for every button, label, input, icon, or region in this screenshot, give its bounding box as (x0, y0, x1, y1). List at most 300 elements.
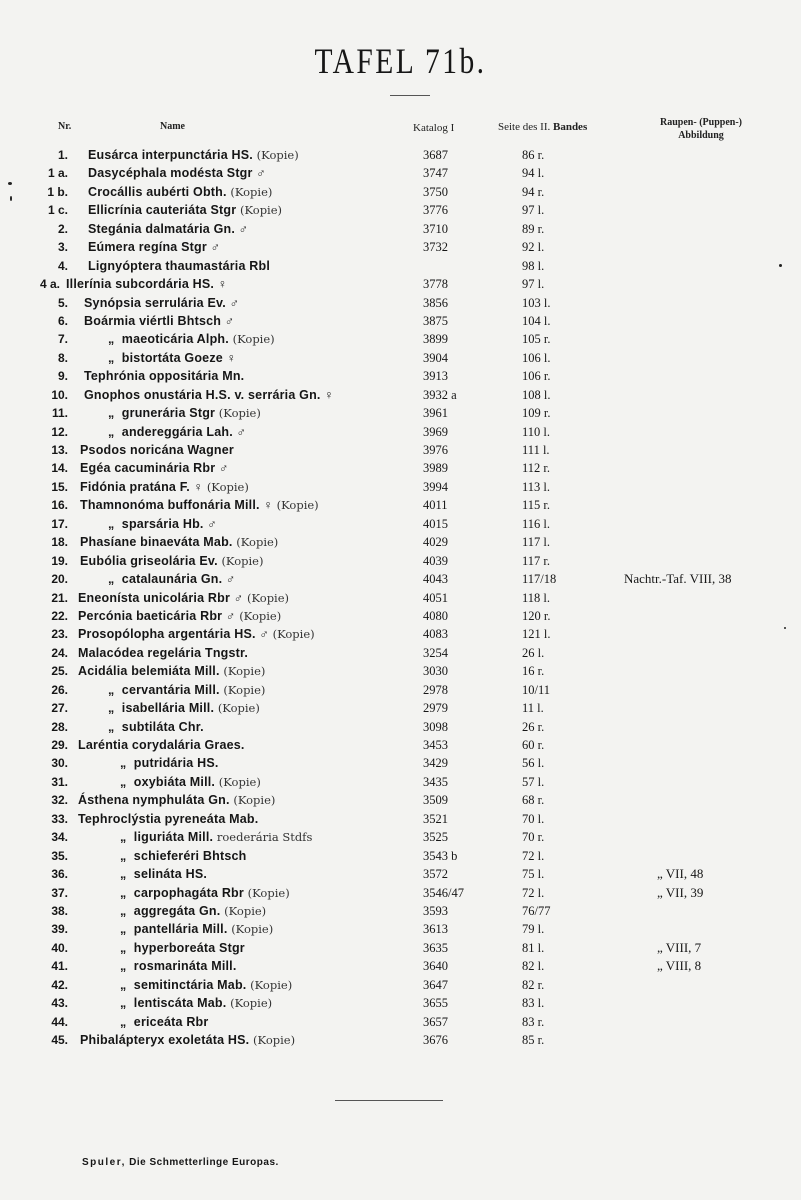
table-row (0, 220, 801, 238)
row-nr: 12. (51, 424, 68, 439)
row-katalog: 3932 a (423, 387, 457, 402)
row-note: (Kopie) (272, 627, 315, 642)
row-name (108, 515, 217, 533)
row-nr: 10. (51, 387, 68, 402)
row-nr: 1 a. (47, 166, 68, 181)
row-name-text: Tephroclýstia pyreneáta Mab. (78, 811, 259, 826)
row-katalog: 4029 (423, 535, 448, 550)
table-row (0, 423, 801, 441)
row-katalog: 3613 (423, 922, 448, 937)
row-seite: 117/18 (522, 572, 557, 587)
table-row (0, 201, 801, 219)
row-name (120, 754, 219, 772)
row-name-text: Percónia baeticária Rbr ♂ (78, 608, 236, 623)
row-name-text: „ catalaunária Gn. ♂ (108, 572, 236, 587)
row-name-text: Eubólia griseolária Ev. (80, 553, 218, 568)
header-katalog: Katalog I (413, 122, 455, 134)
row-nr: 4 a. (39, 277, 60, 292)
row-katalog: 4011 (423, 498, 448, 513)
row-nr: 6. (57, 313, 68, 328)
row-katalog: 3593 (423, 903, 448, 918)
row-seite: 120 r. (522, 608, 551, 623)
row-name-text: „ hyperboreáta Stgr (120, 940, 245, 955)
row-nr: 31. (51, 774, 68, 789)
row-note: (Kopie) (247, 590, 290, 605)
row-name-text: Eúmera regína Stgr ♂ (88, 240, 221, 255)
row-name (108, 699, 260, 717)
row-name-text: „ liguriáta Mill. (120, 830, 214, 845)
row-name (120, 828, 312, 846)
row-nr: 17. (51, 516, 68, 531)
row-note: (Kopie) (206, 479, 249, 494)
header-raupen (642, 116, 760, 142)
row-katalog: 4083 (423, 627, 448, 642)
row-name-text: „ schieferéri Bhtsch (120, 848, 247, 863)
table-row (0, 644, 801, 662)
row-name-text: Egéa cacuminária Rbr ♂ (80, 461, 229, 476)
row-name (108, 681, 265, 699)
table-row (0, 515, 801, 533)
row-seite: 113 l. (522, 479, 551, 494)
table-row (0, 736, 801, 754)
row-name-text: „ aggregáta Gn. (120, 903, 221, 918)
row-katalog: 3961 (423, 406, 448, 421)
row-name (108, 330, 275, 348)
row-katalog: 3969 (423, 424, 448, 439)
row-name (88, 183, 272, 201)
row-name (108, 423, 246, 441)
row-katalog: 3875 (423, 313, 448, 328)
row-name (78, 810, 258, 828)
row-name-text: „ grunerária Stgr (108, 406, 216, 421)
row-katalog: 3543 b (423, 848, 458, 863)
row-seite: 98 l. (522, 258, 545, 273)
row-name (88, 201, 282, 219)
row-note: (Kopie) (218, 406, 261, 421)
row-nr: 4. (57, 258, 68, 273)
row-seite: 56 l. (522, 756, 545, 771)
row-katalog: 3525 (423, 830, 448, 845)
table-row (0, 939, 801, 957)
row-seite: 106 l. (522, 350, 551, 365)
margin-speck (10, 196, 12, 201)
bottom-rule (335, 1100, 443, 1101)
row-name (80, 1031, 295, 1049)
header-nr: Nr. (58, 121, 72, 132)
row-name-text: Eneonísta unicolária Rbr ♂ (78, 590, 244, 605)
row-name-text: „ lentiscáta Mab. (120, 996, 227, 1011)
row-nr: 33. (51, 811, 68, 826)
row-katalog: 2978 (423, 682, 448, 697)
row-seite: 81 l. (522, 940, 545, 955)
row-name-text: Lignyóptera thaumastária Rbl (88, 258, 271, 273)
row-nr: 42. (51, 977, 68, 992)
row-katalog: 3994 (423, 479, 448, 494)
margin-speck (8, 182, 12, 185)
row-katalog: 3640 (423, 959, 448, 974)
row-nr: 39. (51, 922, 68, 937)
margin-speck (784, 627, 786, 629)
row-nr: 15. (51, 479, 68, 494)
table-row (0, 884, 801, 902)
row-nr: 3. (57, 240, 68, 255)
row-note: (Kopie) (223, 682, 266, 697)
row-name (120, 920, 273, 938)
row-note: (Kopie) (276, 498, 319, 513)
table-row (0, 681, 801, 699)
row-note: (Kopie) (230, 996, 273, 1011)
row-katalog: 3776 (423, 203, 448, 218)
row-nr: 30. (51, 756, 68, 771)
plate-title: TAFEL 71b. (314, 41, 487, 81)
row-seite: 72 l. (522, 848, 545, 863)
table-row (0, 441, 801, 459)
row-seite: 116 l. (522, 516, 551, 531)
table-row (0, 773, 801, 791)
row-name-text: „ putridária HS. (120, 756, 219, 771)
row-katalog: 3655 (423, 996, 448, 1011)
header-raupen-line1: Raupen- (Puppen-) (660, 117, 742, 128)
table-row (0, 754, 801, 772)
row-nr: 44. (51, 1014, 68, 1029)
row-katalog: 3635 (423, 940, 448, 955)
table-row (0, 146, 801, 164)
row-note: roederária Stdfs (216, 830, 313, 845)
row-seite: 103 l. (522, 295, 551, 310)
table-row (0, 552, 801, 570)
table-row (0, 828, 801, 846)
row-katalog: 3429 (423, 756, 448, 771)
row-seite: 117 l. (522, 535, 551, 550)
row-name (80, 496, 319, 514)
row-note: (Kopie) (230, 184, 273, 199)
row-katalog: 3521 (423, 811, 448, 826)
row-name-text: Acidália belemiáta Mill. (78, 664, 220, 679)
row-nr: 32. (51, 793, 68, 808)
row-katalog: 4043 (423, 572, 448, 587)
row-katalog: 3254 (423, 645, 448, 660)
row-name (120, 773, 261, 791)
row-seite: 106 r. (522, 369, 551, 384)
table-row (0, 478, 801, 496)
row-nr: 27. (51, 701, 68, 716)
row-seite: 70 l. (522, 811, 545, 826)
row-name (78, 662, 265, 680)
row-abbildung: „ VII, 39 (657, 884, 704, 900)
row-nr: 16. (51, 498, 68, 513)
row-name-text: Thamnonóma buffonária Mill. ♀ (80, 498, 273, 513)
row-katalog: 3856 (423, 295, 448, 310)
row-name-text: „ maeoticária Alph. (108, 332, 229, 347)
row-abbildung: „ VII, 48 (657, 866, 704, 882)
row-nr: 35. (51, 848, 68, 863)
header-seite-suffix: Bandes (552, 121, 588, 133)
row-seite: 10/11 (522, 682, 551, 697)
table-row (0, 386, 801, 404)
row-katalog: 3546/47 (423, 885, 464, 900)
row-katalog: 3030 (423, 664, 448, 679)
row-nr: 2. (57, 221, 68, 236)
table-row (0, 533, 801, 551)
row-nr: 1. (57, 148, 68, 162)
row-nr: 18. (51, 535, 68, 550)
row-note: (Kopie) (217, 701, 260, 716)
row-katalog: 3098 (423, 719, 448, 734)
row-name (88, 220, 248, 238)
row-seite: 121 l. (522, 627, 551, 642)
row-nr: 22. (51, 608, 68, 623)
row-name (66, 275, 227, 293)
header-seite-prefix: Seite des II. (498, 121, 551, 133)
row-name (120, 865, 207, 883)
row-katalog: 2979 (423, 701, 448, 716)
row-nr: 5. (57, 295, 68, 310)
row-name (120, 902, 266, 920)
row-nr: 26. (51, 682, 68, 697)
row-seite: 108 l. (522, 387, 551, 402)
row-name (88, 164, 266, 182)
row-name-text: Illerínia subcordária HS. ♀ (66, 277, 228, 292)
row-name-text: Tephrónia oppositária Mn. (84, 369, 245, 384)
row-name-text: „ subtiláta Chr. (108, 719, 204, 734)
row-name (108, 349, 236, 367)
row-katalog: 3913 (423, 369, 448, 384)
table-row (0, 718, 801, 736)
row-katalog: 3676 (423, 1033, 448, 1047)
row-seite: 118 l. (522, 590, 551, 605)
row-nr: 36. (51, 867, 68, 882)
row-name (78, 625, 315, 643)
row-abbildung: Nachtr.-Taf. VIII, 38 (624, 571, 732, 587)
row-seite: 112 r. (522, 461, 551, 476)
row-note: (Kopie) (240, 203, 283, 218)
row-name (120, 976, 292, 994)
row-name-text: Fidónia pratána F. ♀ (80, 479, 204, 494)
row-name-text: „ ericeáta Rbr (120, 1014, 209, 1029)
row-seite: 16 r. (522, 664, 545, 679)
row-name-text: „ rosmarináta Mill. (120, 959, 237, 974)
row-name-text: „ bistortáta Goeze ♀ (108, 350, 237, 365)
table-row (0, 496, 801, 514)
row-name-text: Ellicrínia cauteriáta Stgr (88, 203, 237, 218)
row-katalog: 3899 (423, 332, 448, 347)
row-seite: 83 r. (522, 1014, 545, 1029)
row-nr: 34. (51, 830, 68, 845)
row-seite: 68 r. (522, 793, 545, 808)
row-name-text: Ásthena nymphuláta Gn. (78, 793, 230, 808)
row-katalog: 3778 (423, 277, 448, 292)
row-nr: 25. (51, 664, 68, 679)
row-name-text: Malacódea regelária Tngstr. (78, 645, 249, 660)
row-name-text: Crocállis aubérti Obth. (88, 184, 227, 199)
table-row (0, 662, 801, 680)
row-seite: 97 l. (522, 277, 545, 292)
row-name-text: Dasycéphala modésta Stgr ♂ (88, 166, 266, 181)
table-row (0, 994, 801, 1012)
table-row (0, 459, 801, 477)
table-row (0, 404, 801, 422)
row-name (84, 386, 334, 404)
row-nr: 43. (51, 996, 68, 1011)
row-name (78, 644, 248, 662)
table-row (0, 920, 801, 938)
row-nr: 13. (51, 443, 68, 457)
row-note: (Kopie) (231, 922, 274, 937)
row-seite: 94 l. (522, 166, 545, 181)
table-row (0, 957, 801, 975)
table-row (0, 625, 801, 643)
row-seite: 82 r. (522, 977, 545, 992)
row-note: (Kopie) (256, 148, 299, 162)
row-katalog: 3687 (423, 148, 448, 162)
row-name-text: Synópsia serrulária Ev. ♂ (84, 295, 240, 310)
row-seite: 117 r. (522, 553, 551, 568)
header-raupen-line2: Abbildung (678, 130, 724, 141)
row-nr: 19. (51, 553, 68, 568)
row-name (80, 459, 229, 477)
row-name (120, 994, 272, 1012)
row-name-text: Phibalápteryx exoletáta HS. (80, 1033, 250, 1047)
footer-author: Spuler, (82, 1157, 126, 1168)
row-note: (Kopie) (253, 1033, 296, 1047)
table-row (0, 1031, 801, 1049)
row-katalog: 4080 (423, 608, 448, 623)
row-name-text: Gnophos onustária H.S. v. serrária Gn. ♀ (84, 387, 334, 402)
row-katalog: 4015 (423, 516, 448, 531)
row-seite: 57 l. (522, 774, 545, 789)
row-note: (Kopie) (232, 332, 275, 347)
row-seite: 26 l. (522, 645, 545, 660)
row-note: (Kopie) (223, 664, 266, 679)
row-seite: 110 l. (522, 424, 551, 439)
row-seite: 76/77 (522, 903, 551, 918)
row-name (78, 607, 281, 625)
row-name-text: Prosopólopha argentária HS. ♂ (78, 627, 269, 642)
row-name (108, 570, 236, 588)
table-row (0, 976, 801, 994)
row-seite: 94 r. (522, 184, 545, 199)
row-katalog: 3750 (423, 184, 448, 199)
table-row (0, 847, 801, 865)
table-row (0, 349, 801, 367)
row-name-text: „ semitinctária Mab. (120, 977, 247, 992)
row-name (80, 552, 263, 570)
row-seite: 105 r. (522, 332, 551, 347)
row-name (108, 404, 261, 422)
row-nr: 7. (57, 332, 68, 347)
row-seite: 104 l. (522, 313, 551, 328)
row-abbildung: „ VIII, 8 (657, 958, 702, 974)
row-katalog: 3572 (423, 867, 448, 882)
row-name (78, 791, 275, 809)
row-name-text: Stegánia dalmatária Gn. ♂ (88, 221, 249, 236)
table-row (0, 183, 801, 201)
table-row (0, 257, 801, 275)
row-seite: 72 l. (522, 885, 545, 900)
row-name (80, 478, 249, 496)
row-name (120, 1013, 208, 1031)
table-row (0, 810, 801, 828)
table-row (0, 570, 801, 588)
table-row (0, 865, 801, 883)
row-katalog: 3509 (423, 793, 448, 808)
row-name-text: „ carpophagáta Rbr (120, 885, 244, 900)
row-name (108, 718, 204, 736)
row-name-text: „ selináta HS. (120, 867, 208, 882)
row-name (88, 257, 270, 275)
row-nr: 37. (51, 885, 68, 900)
row-note: (Kopie) (233, 793, 276, 808)
row-nr: 21. (51, 590, 68, 605)
row-katalog: 3904 (423, 350, 448, 365)
row-name-text: „ sparsária Hb. ♂ (108, 516, 217, 531)
row-name-text: „ cervantária Mill. (108, 682, 220, 697)
row-name-text: Psodos noricána Wagner (80, 443, 234, 457)
row-seite: 70 r. (522, 830, 545, 845)
header-name: Name (160, 121, 185, 132)
row-note: (Kopie) (239, 608, 282, 623)
row-nr: 14. (51, 461, 68, 476)
row-seite: 26 r. (522, 719, 545, 734)
row-note: (Kopie) (250, 977, 293, 992)
table-row (0, 699, 801, 717)
row-katalog: 4051 (423, 590, 448, 605)
row-katalog: 3976 (423, 443, 448, 457)
row-seite: 83 l. (522, 996, 545, 1011)
row-name-text: Eusárca interpunctária HS. (88, 148, 253, 162)
row-abbildung: „ VIII, 7 (657, 939, 702, 955)
row-nr: 1 b. (47, 184, 68, 199)
row-katalog: 3747 (423, 166, 448, 181)
row-name (78, 589, 289, 607)
row-seite: 79 l. (522, 922, 545, 937)
table-row (0, 589, 801, 607)
row-seite: 92 l. (522, 240, 545, 255)
margin-speck (779, 264, 782, 267)
row-seite: 11 l. (522, 701, 544, 716)
row-name (78, 736, 245, 754)
row-name-text: Phasíane binaeváta Mab. (80, 535, 233, 550)
row-nr: 40. (51, 940, 68, 955)
row-seite: 89 r. (522, 221, 545, 236)
row-name (84, 367, 244, 385)
table-row (0, 164, 801, 182)
table-row (0, 367, 801, 385)
row-nr: 8. (57, 350, 68, 365)
table-row (0, 791, 801, 809)
row-name-text: Laréntia corydalária Graes. (78, 738, 245, 752)
table-row (0, 1013, 801, 1031)
row-katalog: 3732 (423, 240, 448, 255)
row-nr: 9. (57, 369, 68, 384)
row-name (88, 238, 220, 256)
row-seite: 111 l. (522, 443, 550, 457)
row-name (84, 312, 234, 330)
footer-work: Die Schmetterlinge Europas. (129, 1157, 279, 1168)
row-nr: 29. (51, 738, 68, 752)
row-note: (Kopie) (247, 885, 290, 900)
row-note: (Kopie) (236, 535, 279, 550)
title-rule (390, 95, 430, 96)
row-name (120, 847, 246, 865)
row-seite: 82 l. (522, 959, 545, 974)
row-katalog: 4039 (423, 553, 448, 568)
row-name-text: „ andereggária Lah. ♂ (108, 424, 247, 439)
table-row (0, 902, 801, 920)
species-table (0, 146, 801, 1049)
row-name (120, 957, 237, 975)
row-seite: 115 r. (522, 498, 551, 513)
